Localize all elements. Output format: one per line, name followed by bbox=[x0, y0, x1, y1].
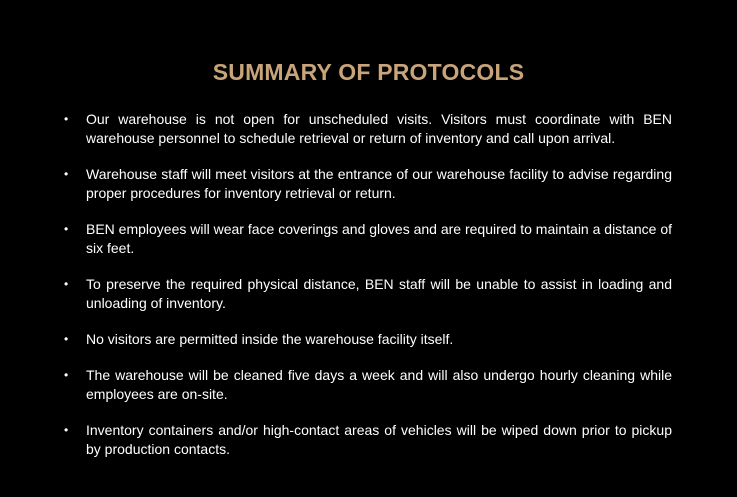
bullet-item bbox=[62, 110, 672, 148]
bullet-item bbox=[62, 366, 672, 404]
bullet-text: Our warehouse is not open for unscheduled visits. Visitors must coordinate with BEN warehouse personnel to schedule retrieval or return of inventory and call upon arrival. bbox=[86, 111, 672, 146]
bullet-item bbox=[62, 275, 672, 313]
bullet-icon: • bbox=[64, 222, 69, 236]
bullet-icon: • bbox=[64, 167, 69, 181]
bullet-item bbox=[62, 220, 672, 258]
bullet-icon: • bbox=[64, 277, 69, 291]
bullet-icon: • bbox=[64, 423, 69, 437]
bullet-icon: • bbox=[64, 368, 69, 382]
bullet-item bbox=[62, 330, 672, 349]
slide-title: SUMMARY OF PROTOCOLS bbox=[212, 59, 525, 85]
bullet-text: BEN employees will wear face coverings and gloves and are required to maintain a distance of six feet. bbox=[86, 221, 672, 256]
bullet-item bbox=[62, 421, 672, 459]
bullet-text: No visitors are permitted inside the warehouse facility itself. bbox=[86, 331, 454, 347]
bullet-text: To preserve the required physical distance, BEN staff will be unable to assist in loading and unloading of inventory. bbox=[86, 276, 672, 311]
bullet-icon: • bbox=[64, 332, 69, 346]
bullet-list bbox=[62, 110, 672, 476]
bullet-text: The warehouse will be cleaned five days a week and will also undergo hourly cleaning while employees are on-site. bbox=[86, 367, 672, 402]
bullet-text: Warehouse staff will meet visitors at the entrance of our warehouse facility to advise regarding proper procedures for inventory retrieval or return. bbox=[86, 166, 672, 201]
bullet-icon: • bbox=[64, 112, 69, 126]
bullet-item bbox=[62, 165, 672, 203]
bullet-text: Inventory containers and/or high-contact areas of vehicles will be wiped down prior to pickup by production contacts. bbox=[86, 422, 672, 457]
